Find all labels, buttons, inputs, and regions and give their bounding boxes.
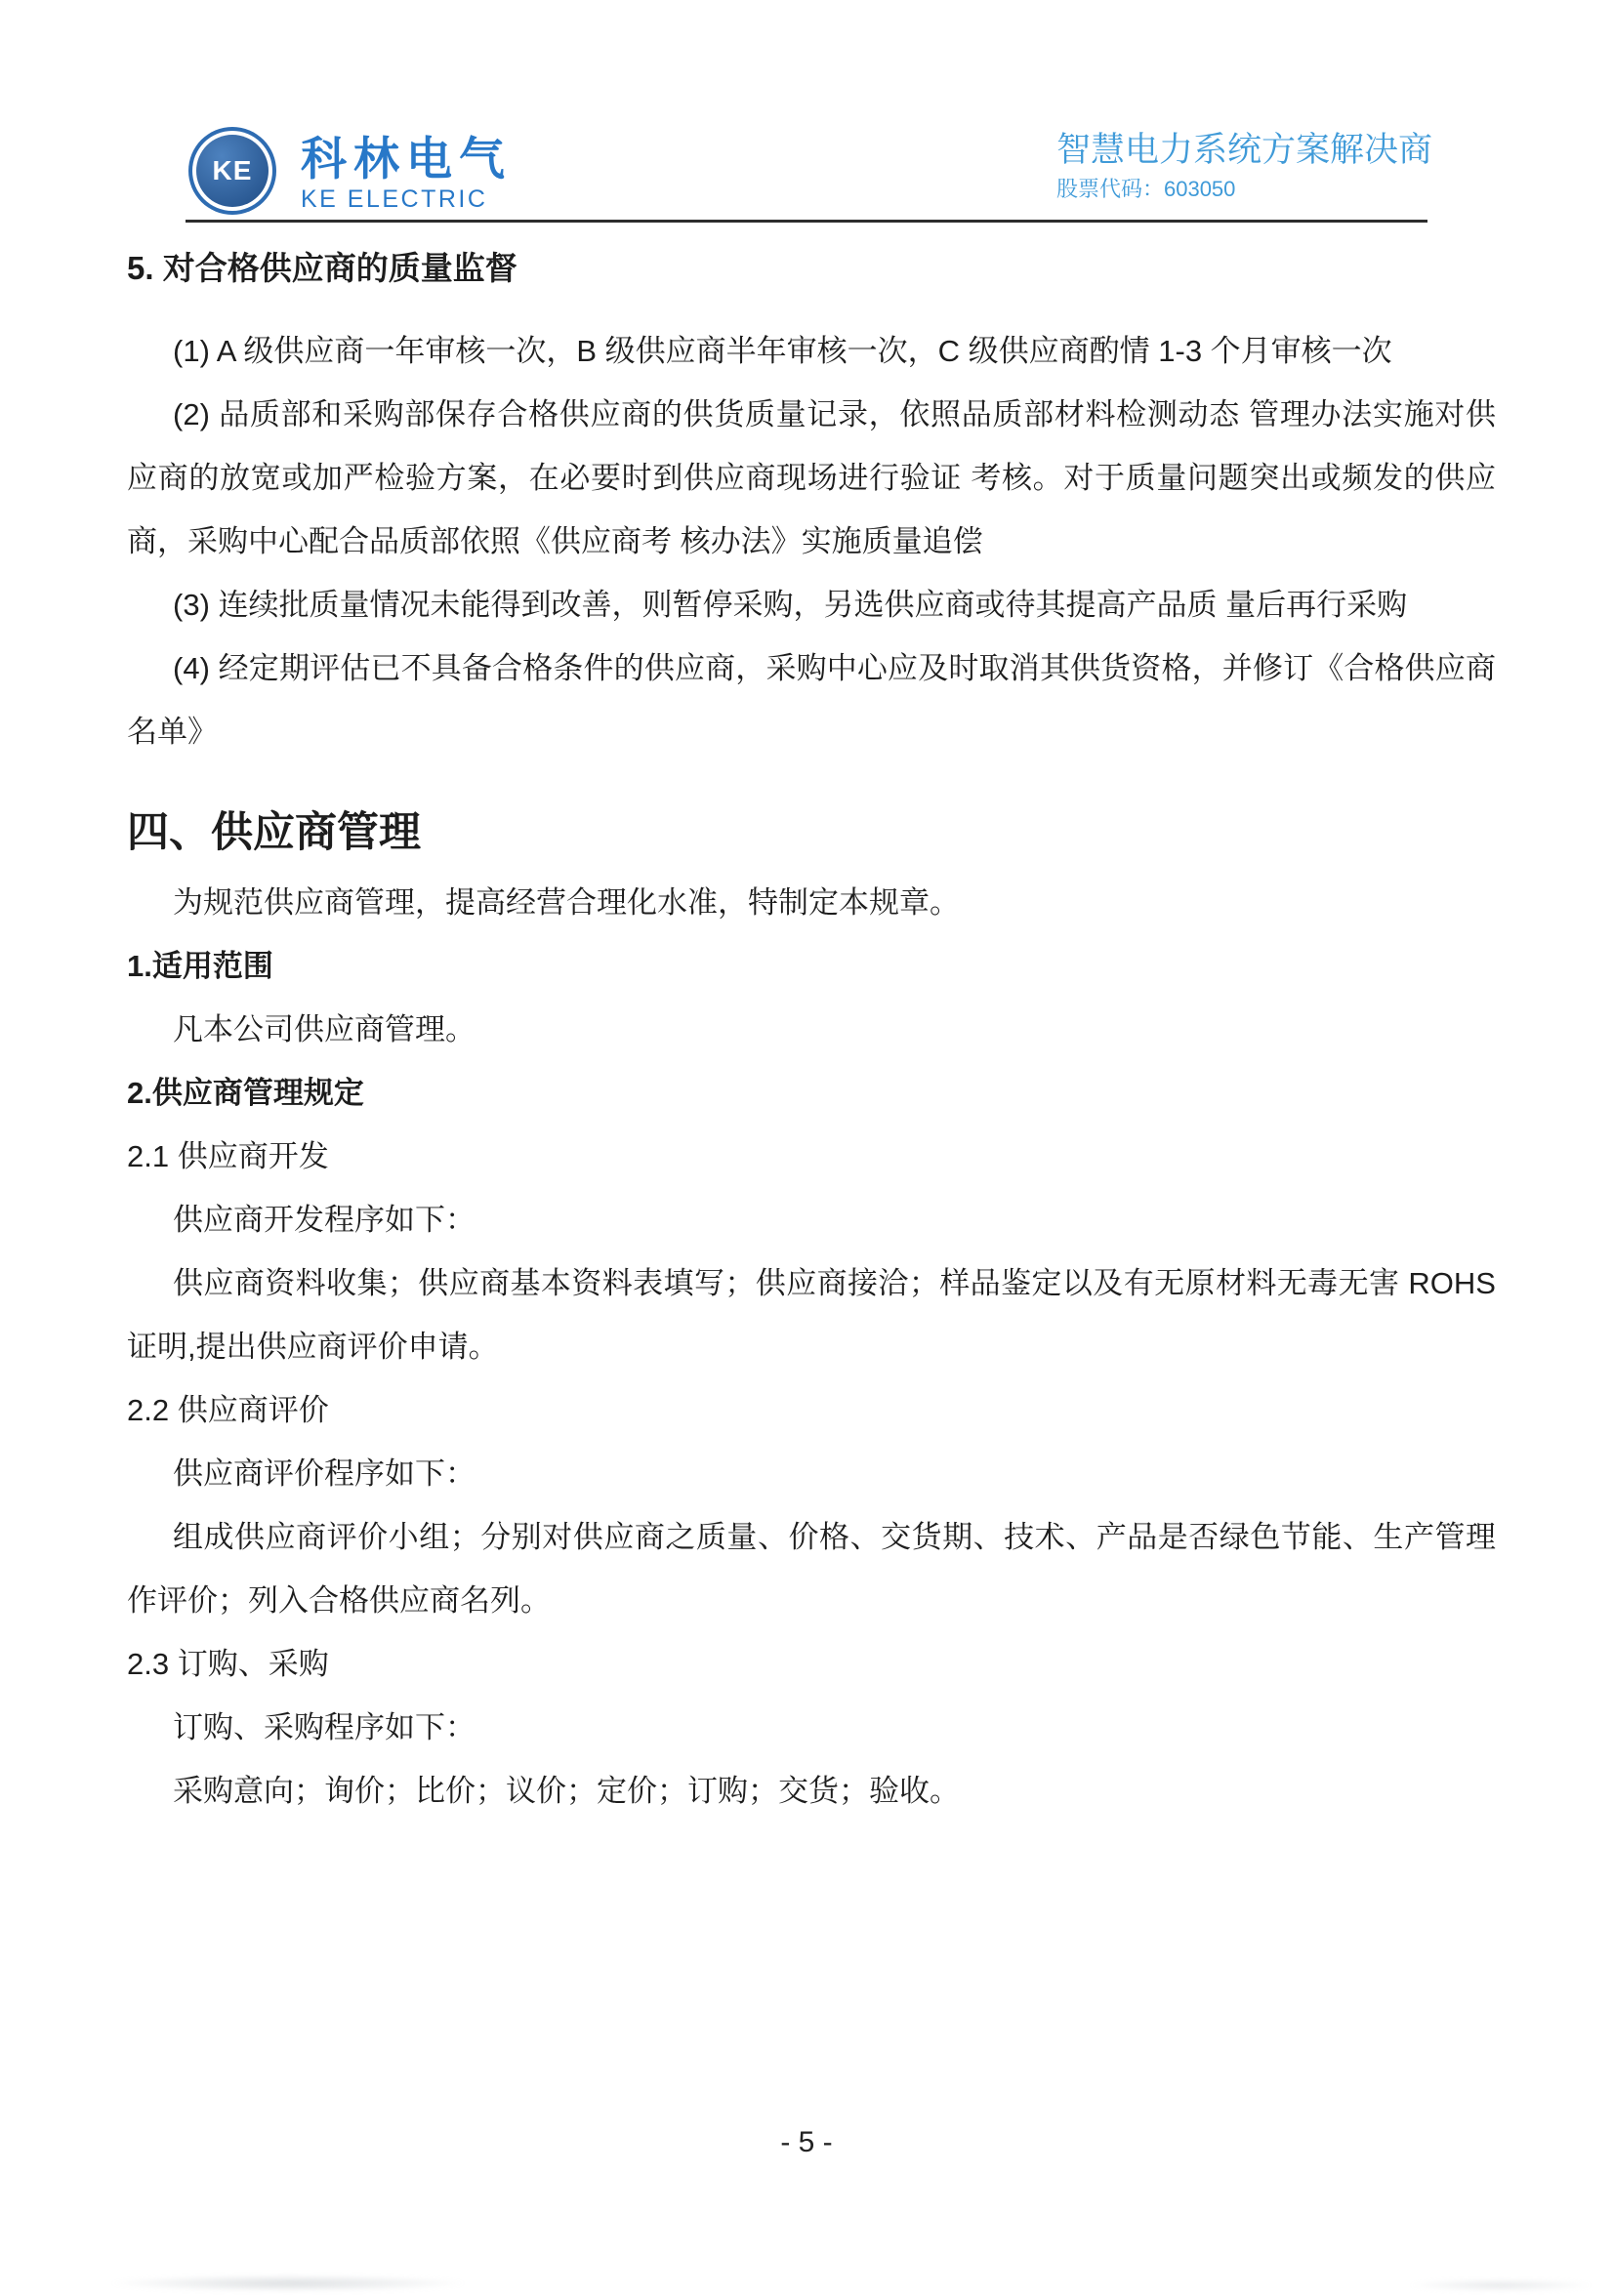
section5-item-1: (1) A 级供应商一年审核一次，B 级供应商半年审核一次，C 级供应商酌情 1-3 个月审核一次: [173, 334, 1392, 368]
subsection2-3-heading: 2.3 订购、采购: [127, 1647, 329, 1681]
subsection2-2-paragraph: 组成供应商评价小组；分别对供应商之质量、价格、交货期、技术、产品是否绿色节能、生产管理作评价；列入合格供应商名列。: [127, 1520, 1496, 1618]
scan-artifact-left: [107, 2275, 469, 2292]
chapter4-intro: 为规范供应商管理，提高经营合理化水准，特制定本规章。: [173, 885, 960, 920]
scan-artifact-right: [1408, 2278, 1593, 2292]
brand-name-cn: 科林电气: [301, 133, 512, 184]
section5-heading: 5. 对合格供应商的质量监督: [127, 250, 517, 286]
ke-logo-monogram: KE: [196, 135, 269, 207]
stock-code: 股票代码：603050: [1055, 177, 1236, 201]
subsection2-2-intro: 供应商评价程序如下：: [173, 1456, 476, 1491]
subsection1-heading: 1.适用范围: [127, 949, 273, 983]
subsection2-1-heading: 2.1 供应商开发: [127, 1139, 329, 1173]
section5-item-3: (3) 连续批质量情况未能得到改善，则暂停采购，另选供应商或待其提高产品质 量后再行采购: [173, 588, 1408, 622]
company-tagline: 智慧电力系统方案解决商: [1055, 131, 1432, 169]
brand-block: [301, 134, 512, 214]
header-right-block: [1056, 130, 1432, 204]
subsection2-3-paragraph: 采购意向；询价；比价；议价；定价；订购；交货；验收。: [173, 1774, 960, 1808]
section5-item-2: (2) 品质部和采购部保存合格供应商的供货质量记录，依照品质部材料检测动态 管理办法实施对供应商的放宽或加严检验方案，在必要时到供应商现场进行验证 考核。对于质量问题突出或频发的供应商，采购中心配合品质部依照《供应商考 核办法》实施质量追偿: [127, 397, 1496, 558]
subsection1-paragraph: 凡本公司供应商管理。: [173, 1012, 476, 1046]
subsection2-1-paragraph: 供应商资料收集；供应商基本资料表填写；供应商接洽；样品鉴定以及有无原材料无毒无害 ROHS 证明,提出供应商评价申请。: [127, 1266, 1496, 1364]
section5-item-4: (4) 经定期评估已不具备合格条件的供应商，采购中心应及时取消其供货资格，并修订《合格供应商名单》: [127, 651, 1496, 749]
subsection2-2-heading: 2.2 供应商评价: [127, 1393, 329, 1427]
ke-logo-icon: [188, 127, 276, 215]
page-number: - 5 -: [780, 2126, 833, 2158]
brand-name-en: KE ELECTRIC: [301, 185, 488, 213]
subsection2-heading: 2.供应商管理规定: [127, 1076, 364, 1110]
document-body: [127, 236, 1496, 1823]
subsection2-1-intro: 供应商开发程序如下：: [173, 1203, 476, 1237]
header-divider: [186, 220, 1427, 223]
subsection2-3-intro: 订购、采购程序如下：: [173, 1710, 476, 1744]
chapter4-heading: 四、供应商管理: [127, 809, 421, 856]
ke-logo-ring: [192, 131, 272, 211]
